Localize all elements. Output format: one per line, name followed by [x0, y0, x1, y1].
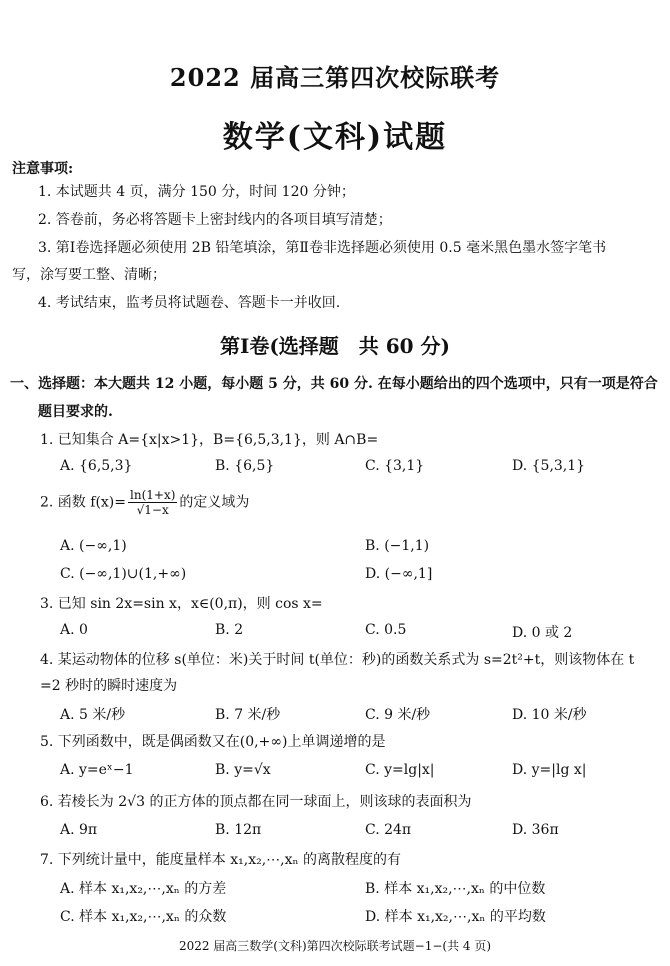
question-1-option-b: B. {6,5} — [215, 458, 275, 474]
subject-title: 数学(文科)试题 — [222, 120, 448, 155]
question-6-option-c: C. 24π — [365, 822, 412, 838]
question-7-option-c: C. 样本 x₁,x₂,⋯,xₙ 的众数 — [60, 909, 227, 925]
note-item-3-cont: 写，涂写要工整、清晰； — [12, 267, 166, 283]
note-item-4: 4. 考试结束，监考员将试题卷、答题卡一并收回. — [38, 295, 341, 311]
question-1-stem: 1. 已知集合 A={x|x>1}，B={6,5,3,1}，则 A∩B= — [40, 432, 379, 448]
page-footer: 2022 届高三数学(文科)第四次校际联考试题−1−(共 4 页) — [178, 939, 492, 953]
section-title: 第Ⅰ卷(选择题 共 60 分) — [219, 334, 451, 358]
section-instruction-line1: 一、选择题：本大题共 12 小题，每小题 5 分，共 60 分. 在每小题给出的四个选项中，只有一项是符合 — [10, 376, 658, 392]
question-2-numerator: ln(1+x) — [130, 488, 176, 502]
question-7-option-b: B. 样本 x₁,x₂,⋯,xₙ 的中位数 — [365, 881, 546, 897]
question-3-option-d: D. 0 或 2 — [512, 625, 573, 641]
question-4-option-d: D. 10 米/秒 — [512, 707, 587, 723]
question-5-option-d: D. y=|lg x| — [512, 762, 587, 778]
note-item-3: 3. 第Ⅰ卷选择题必须使用 2B 铅笔填涂，第Ⅱ卷非选择题必须使用 0.5 毫米黑色墨水签字笔书 — [38, 240, 607, 256]
question-4-option-b: B. 7 米/秒 — [215, 707, 281, 723]
question-4-option-a: A. 5 米/秒 — [60, 707, 126, 723]
note-item-2: 2. 答卷前，务必将答题卡上密封线内的各项目填写清楚； — [38, 212, 392, 228]
question-5-option-a: A. y=eˣ−1 — [60, 762, 134, 778]
question-3-option-b: B. 2 — [215, 622, 244, 638]
question-5-stem: 5. 下列函数中，既是偶函数又在(0,+∞)上单调递增的是 — [40, 734, 386, 750]
question-1-option-c: C. {3,1} — [365, 458, 425, 474]
question-7-option-a: A. 样本 x₁,x₂,⋯,xₙ 的方差 — [60, 881, 227, 897]
question-1-option-a: A. {6,5,3} — [60, 458, 133, 474]
question-2-option-c: C. (−∞,1)∪(1,+∞) — [60, 566, 187, 582]
question-2-option-a: A. (−∞,1) — [60, 538, 127, 554]
exam-title: 2022 届高三第四次校际联考 — [169, 63, 501, 92]
question-2-denominator: √1−x — [136, 503, 169, 517]
question-2-fraction — [128, 488, 177, 517]
question-2-option-b: B. (−1,1) — [365, 538, 430, 554]
question-5-option-b: B. y=√x — [215, 762, 271, 778]
question-6-stem: 6. 若棱长为 2√3 的正方体的顶点都在同一球面上，则该球的表面积为 — [40, 794, 472, 810]
question-3-option-a: A. 0 — [60, 622, 88, 638]
question-4-stem-line1: 4. 某运动物体的位移 s(单位：米)关于时间 t(单位：秒)的函数关系式为 s=2t²+t，则该物体在 t — [40, 652, 635, 668]
question-2-stem — [40, 488, 249, 517]
question-6-option-d: D. 36π — [512, 822, 559, 838]
question-1-option-d: D. {5,3,1} — [512, 458, 586, 474]
question-4-stem-line2: =2 秒时的瞬时速度为 — [40, 678, 178, 694]
question-4-option-c: C. 9 米/秒 — [365, 707, 431, 723]
section-instruction-line2: 题目要求的. — [38, 404, 113, 420]
question-3-stem: 3. 已知 sin 2x=sin x，x∈(0,π)，则 cos x= — [40, 596, 323, 612]
question-5-option-c: C. y=lg|x| — [365, 762, 435, 778]
note-item-1: 1. 本试题共 4 页，满分 150 分，时间 120 分钟； — [38, 184, 355, 200]
question-2-stem-suffix: 的定义域为 — [179, 494, 250, 511]
question-6-option-b: B. 12π — [215, 822, 262, 838]
question-7-stem: 7. 下列统计量中，能度量样本 x₁,x₂,⋯,xₙ 的离散程度的有 — [40, 852, 402, 868]
question-2-stem-prefix: 2. 函数 f(x)= — [40, 494, 126, 511]
question-3-option-c: C. 0.5 — [365, 622, 407, 638]
notes-heading: 注意事项: — [12, 161, 74, 177]
question-2-option-d: D. (−∞,1] — [365, 566, 433, 582]
question-6-option-a: A. 9π — [60, 822, 98, 838]
question-7-option-d: D. 样本 x₁,x₂,⋯,xₙ 的平均数 — [365, 909, 546, 925]
